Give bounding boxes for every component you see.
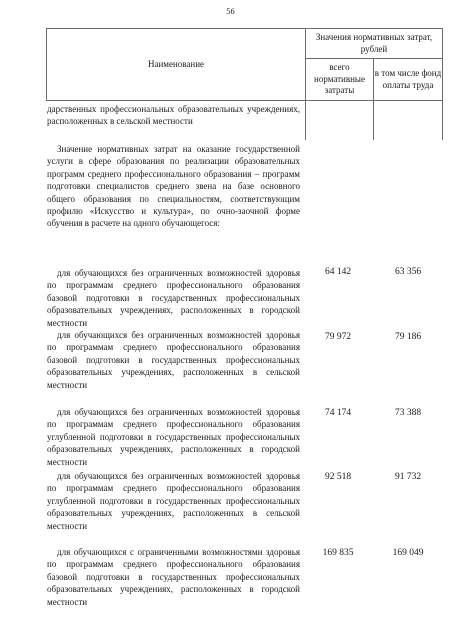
row-wage-3: 73 388 bbox=[394, 408, 422, 418]
row-text-5: для обучающихся с ограниченными возможностями здоровья по программам среднего профессионального образования базовой подготовки в государственных профессиональных образовательных учреждениях, расположенных в городской местности bbox=[47, 547, 300, 607]
row-total-3: 74 174 bbox=[324, 408, 352, 418]
header-wage: в том числе фонд оплаты труда bbox=[374, 68, 442, 90]
header-total: всего нормативные затраты bbox=[314, 62, 365, 96]
row-total-2: 79 972 bbox=[324, 332, 352, 342]
header-values-group: Значения нормативных затрат, рублей bbox=[315, 32, 433, 54]
row-wage-2: 79 186 bbox=[394, 332, 422, 342]
continuation-text: дарственных профессиональных образовательных учреждениях, расположенных в сельской местности bbox=[47, 104, 300, 127]
row-wage-1: 63 356 bbox=[394, 267, 422, 277]
row-text-4: для обучающихся без ограниченных возможностей здоровья по программам среднего профессионального образования углубленной подготовки в государственных профессиональных образовательных учреждениях, расположенных в сельской местности bbox=[47, 471, 300, 531]
row-text-3: для обучающихся без ограниченных возможностей здоровья по программам среднего профессионального образования углубленной подготовки в государственных профессиональных образовательных учреждениях, расположенных в городской местности bbox=[47, 407, 300, 467]
row-total-4: 92 518 bbox=[324, 472, 352, 482]
intro-paragraph: Значение нормативных затрат на оказание государственной услуги в сфере образования по реализации образовательных программ среднего профессионального образования – программ подготовки специалистов среднего звена на базе основного общего образования по специальностям, соответствующим профилю «Искусство и культура», по очно-заочной форме обучения в расчете на одного обучающегося: bbox=[47, 144, 300, 229]
row-text-2: для обучающихся без ограниченных возможностей здоровья по программам среднего профессионального образования базовой подготовки в государственных профессиональных образовательных учреждениях, расположенных в сельской местности bbox=[47, 330, 300, 390]
row-total-5: 169 835 bbox=[322, 548, 354, 558]
grid-right bbox=[442, 28, 443, 140]
row-wage-4: 91 732 bbox=[394, 472, 422, 482]
row-total-1: 64 142 bbox=[324, 267, 352, 277]
grid-header-bottom bbox=[46, 100, 443, 101]
row-text-1: для обучающихся без ограниченных возможностей здоровья по программам среднего профессионального образования базовой подготовки в государственных профессиональных образовательных учреждениях, расположенных в городской местности bbox=[47, 268, 300, 328]
row-wage-5: 169 049 bbox=[392, 548, 424, 558]
header-name: Наименование bbox=[147, 58, 205, 69]
page-number: 56 bbox=[226, 6, 235, 16]
